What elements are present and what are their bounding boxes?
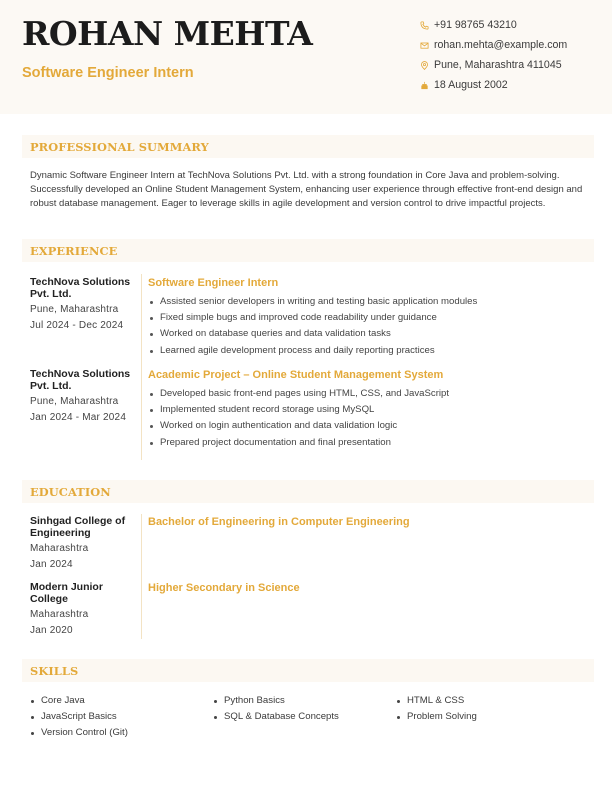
- experience-entry-2-details: [148, 368, 588, 451]
- list-item: Prepared project documentation and final presentation: [148, 435, 588, 451]
- list-item: Developed basic front-end pages using HTML, CSS, and JavaScript: [148, 386, 588, 402]
- skill-item: JavaScript Basics: [30, 709, 213, 725]
- institution-location: Maharashtra: [30, 609, 89, 620]
- list-item: Learned agile development process and daily reporting practices: [148, 343, 588, 359]
- section-title: EDUCATION: [30, 485, 111, 499]
- company-location: Pune, Maharashtra: [30, 396, 119, 407]
- responsibility-list: [148, 386, 588, 451]
- location-icon: [420, 59, 434, 71]
- candidate-name: ROHAN MEHTA: [22, 14, 313, 53]
- resume-header: [0, 0, 612, 114]
- employment-dates: Jul 2024 - Dec 2024: [30, 320, 124, 331]
- email-icon: [420, 39, 434, 51]
- degree-name: Higher Secondary in Science: [148, 582, 300, 594]
- contact-list: [420, 15, 567, 95]
- skills-column-2: [213, 693, 396, 742]
- section-header-skills: [22, 659, 594, 682]
- list-item: Worked on database queries and data validation tasks: [148, 326, 588, 342]
- section-header-education: [22, 480, 594, 503]
- experience-entry-1-details: [148, 276, 588, 359]
- list-item: Implemented student record storage using MySQL: [148, 402, 588, 418]
- skill-item: Core Java: [30, 693, 213, 709]
- section-title: EXPERIENCE: [30, 244, 118, 258]
- education-entry-1-meta: [30, 516, 140, 573]
- phone-icon: [420, 19, 434, 31]
- contact-location: [420, 55, 567, 75]
- skills-list: [30, 693, 590, 742]
- skill-item: SQL & Database Concepts: [213, 709, 396, 725]
- email-text: rohan.mehta@example.com: [434, 39, 568, 51]
- graduation-date: Jan 2020: [30, 625, 73, 636]
- institution-name: Modern Junior College: [30, 581, 103, 605]
- company-location: Pune, Maharashtra: [30, 304, 119, 315]
- experience-divider: [141, 274, 142, 460]
- phone-text: +91 98765 43210: [434, 19, 517, 31]
- education-divider: [141, 514, 142, 639]
- employment-dates: Jan 2024 - Mar 2024: [30, 412, 127, 423]
- contact-birthdate: [420, 75, 567, 95]
- candidate-title: Software Engineer Intern: [22, 65, 194, 81]
- institution-location: Maharashtra: [30, 543, 89, 554]
- company-name: TechNova Solutions Pvt. Ltd.: [30, 368, 131, 392]
- responsibility-list: [148, 294, 588, 359]
- skill-item: Version Control (Git): [30, 725, 213, 741]
- skill-item: Problem Solving: [396, 709, 477, 725]
- education-entry-1-details: [148, 515, 588, 529]
- list-item: Fixed simple bugs and improved code readability under guidance: [148, 310, 588, 326]
- institution-name: Sinhgad College of Engineering: [30, 515, 126, 539]
- education-entry-2-meta: [30, 582, 140, 639]
- skill-item: Python Basics: [213, 693, 396, 709]
- contact-phone: [420, 15, 567, 35]
- education-entry-2-details: [148, 581, 588, 595]
- skills-column-3: [396, 693, 477, 742]
- experience-entry-1-meta: [30, 277, 140, 334]
- summary-text: Dynamic Software Engineer Intern at TechNova Solutions Pvt. Ltd. with a strong foundation in Core Java and problem-solving. Successfully developed an Online Student Management System, enhancing user experience through effective front-end design and robust database management. Eager to leverage skills in agile development and version control to drive impactful projects.: [30, 170, 583, 210]
- birthday-cake-icon: [420, 79, 434, 91]
- experience-entry-2-meta: [30, 369, 140, 426]
- job-role: Academic Project – Online Student Management System: [148, 369, 444, 381]
- birthdate-text: 18 August 2002: [434, 79, 508, 91]
- graduation-date: Jan 2024: [30, 559, 73, 570]
- section-header-experience: [22, 239, 594, 262]
- location-text: Pune, Maharashtra 411045: [434, 59, 562, 71]
- contact-email: [420, 35, 567, 55]
- list-item: Worked on login authentication and data validation logic: [148, 418, 588, 434]
- company-name: TechNova Solutions Pvt. Ltd.: [30, 276, 131, 300]
- section-header-summary: [22, 135, 594, 158]
- degree-name: Bachelor of Engineering in Computer Engineering: [148, 516, 410, 528]
- list-item: Assisted senior developers in writing and testing basic application modules: [148, 294, 588, 310]
- section-title: SKILLS: [30, 664, 79, 678]
- job-role: Software Engineer Intern: [148, 277, 279, 289]
- skills-column-1: [30, 693, 213, 742]
- skill-item: HTML & CSS: [396, 693, 477, 709]
- section-title: PROFESSIONAL SUMMARY: [30, 140, 209, 154]
